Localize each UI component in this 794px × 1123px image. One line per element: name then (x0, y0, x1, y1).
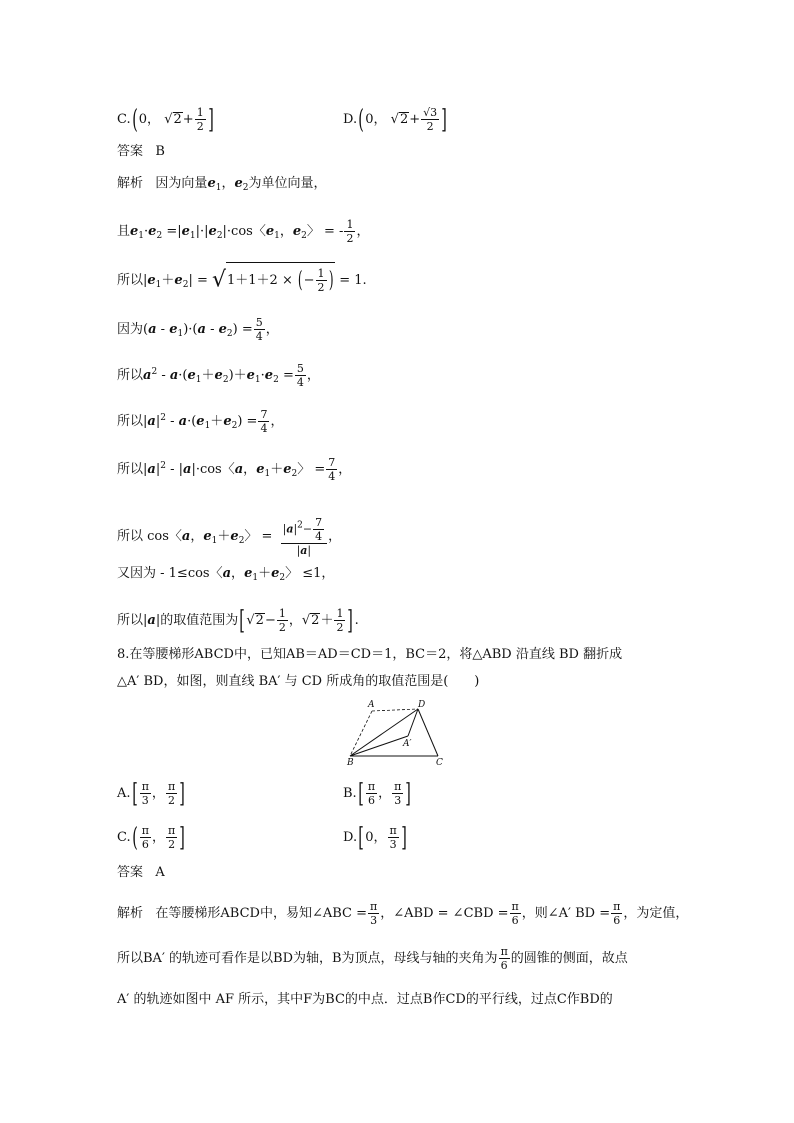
fraction: $\frac{1}{2}$ (196, 106, 204, 133)
label-b: B (347, 758, 354, 766)
question-8-line-1: 8.在等腰梯形ABCD中，已知AB＝AD＝CD＝1，BC＝2，将△ABD 沿直线 BD 翻折成 (117, 647, 623, 662)
answer-7: 答案 B (117, 144, 165, 159)
solution-7-line-1: 解析 因为向量$e_1$，$e_2$为单位向量， (117, 176, 327, 193)
solution-7-line-8: 所以 cos〈a，$e_1+e_2$〉 = $|a|^2-$ $\frac{7}{4}$ |a| ， (117, 516, 342, 557)
solution-7-line-5: 所以$a^2 - a\cdot(e_1+e_2)+e_1\cdot e_2$ = $\frac{5}{4}$ ， (117, 362, 320, 389)
option-b-8[interactable]: B.[ $\frac{\pi}{6}$ ， $\frac{\pi}{3}$ ] (343, 778, 412, 809)
label-c: C (436, 758, 443, 766)
option-d-8[interactable]: D.[0， $\frac{\pi}{3}$ ] (343, 822, 407, 853)
solution-7-line-7: 所以$|a|^2 - |a|\cdot\cos$〈a，$e_1+e_2$〉 = $\frac{7}{4}$ ， (117, 456, 352, 483)
solution-8-line-1: 解析 在等腰梯形ABCD中，易知∠ABC = $\frac{\pi}{3}$ ，∠ABD = ∠CBD = $\frac{\pi}{6}$ ，则∠A′ BD = $\frac{\pi}{6}$ ，为定值， (117, 900, 689, 927)
solution-7-line-2: 且$e_1\cdot e_2 =|e_1|\cdot|e_2|\cdot\cos$〈$e_1$，$e_2$〉 = - $\frac{1}{2}$ ， (117, 218, 370, 245)
option-c-8[interactable]: C.( $\frac{\pi}{6}$ ， $\frac{\pi}{2}$ ] (117, 822, 186, 853)
edge-ad-dashed (372, 709, 418, 711)
answer-8: 答案 A (117, 865, 165, 880)
solution-8-line-2: 所以BA′ 的轨迹可看作是以BD为轴，B为顶点，母线与轴的夹角为 $\frac{\pi}{6}$ 的圆锥的侧面，故点 (117, 945, 628, 972)
label-d: D (418, 700, 426, 710)
solution-8-line-3: A′ 的轨迹如图中 AF 所示，其中F为BC的中点．过点B作CD的平行线，过点C作BD的 (117, 992, 613, 1007)
solution-7-line-3: 所以$|e_1+e_2| = √1+1+2$ × (− $\frac{1}{2}$ ) = 1. (117, 262, 367, 294)
option-d-7[interactable]: D.(0， √2+ $\frac{√3}{2}$ ] (343, 104, 448, 135)
solution-7-line-4: 因为$(a - e_1)\cdot(a - e_2)$ = $\frac{5}{4}$ ， (117, 316, 279, 343)
option-a-8[interactable]: A.[ $\frac{\pi}{3}$ ， $\frac{\pi}{2}$ ] (117, 778, 186, 809)
fraction: $\frac{√3}{2}$ (423, 106, 438, 133)
label-a: A (368, 700, 375, 710)
solution-7-line-6: 所以$|a|^2 - a\cdot(e_1+e_2)$ = $\frac{7}{4}$ ， (117, 408, 284, 435)
option-c-7[interactable]: C.(0， √2+ $\frac{1}{2}$ ] (117, 104, 214, 135)
question-8-line-2: △A′ BD，如图，则直线 BA′ 与 CD 所成角的取值范围是( ) (117, 674, 480, 689)
solution-7-line-10: 所以|a|的取值范围为[√2− $\frac{1}{2}$ ，√2＋ $\frac{1}{2}$ ]. (117, 605, 359, 636)
edge-dc (418, 709, 438, 756)
trapezoid-figure (340, 696, 450, 766)
solution-7-line-9: 又因为 - 1≤cos〈a，$e_1+e_2$〉 ≤1， (117, 566, 335, 583)
label-a-prime: A′ (403, 739, 412, 749)
